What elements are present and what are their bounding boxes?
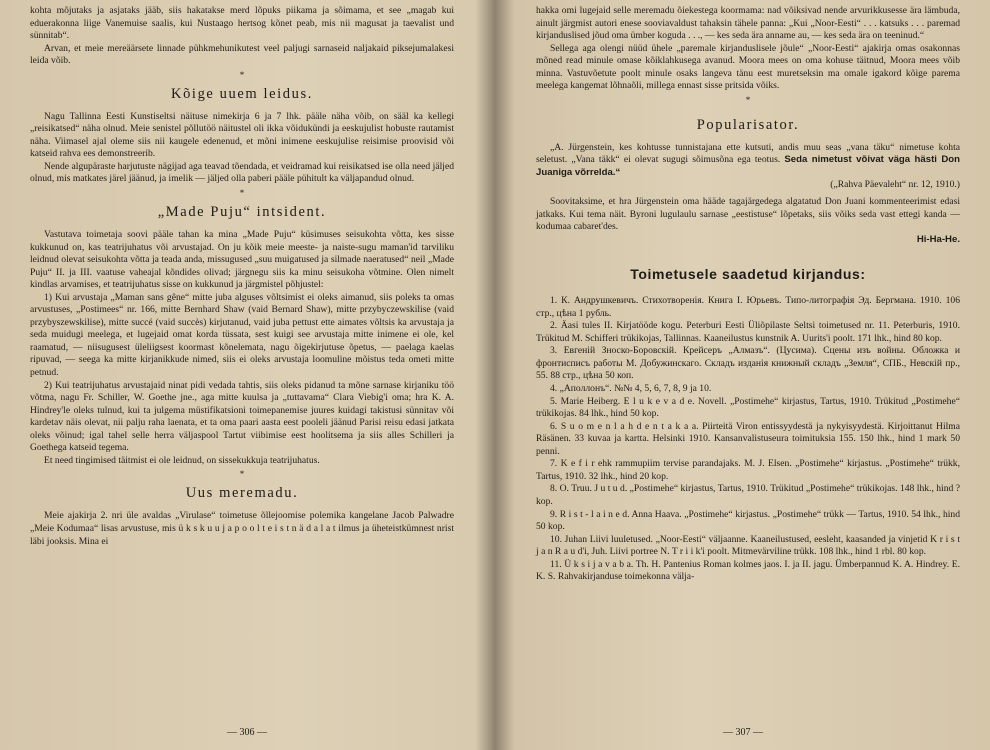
popularisator-source: („Rahva Päevaleht“ nr. 12, 1910.) [830,179,960,191]
right-intro-paragraph-2: Sellega aga olengi nüüd ühele „paremale kirjanduslisele jõule“ „Noor-Eesti“ ajakirja omas osakonnas mõned read minule omase kõiklahkusega avanud. Moora mees on oma kohuse täitnud, Moora mees võib minna. Vastuvõetute poolt minule osaks langeva tänu eest muretseksin ma omale igakord kõige parema meelega kangemat lõhnaõli, millega ennast sisse pritsida võiks. [536,42,960,92]
section-divider-star: * [239,69,245,80]
popularisator-bold-sentence: Seda nimetust võivat väga hästi Don Juaniga võrrelda.“ [536,154,961,178]
section1-paragraph-1: Nagu Tallinna Eesti Kunstiseltsi näituse nimekirja 6 ja 7 lhk. pääle näha võib, on sääl ka kellegi „reisikatsed“ näha olnud. Meie senistel põllutöö näitustel oli ikka võidukündi ja eeskujulist hobuste rautamist näha. Viimasel ajal oleme siis nii kaugele edenenud, et mõni inimene eeskujulise reisimise proovisid või katseid rahva ees demonstreerib. [30,110,454,160]
left-intro-paragraph-1: kohta mõjutaks ja asjataks jääb, siis hakatakse merd lõpuks piikama ja sõimama, et see „magab kui eduerakonna liige Vanemuise saalis, kui Nustaago hertsog kõnet peab, mis nii magusat ja taevalist und sünnitab“. [30,5,454,42]
section-title-made-puju: „Made Puju“ intsident. [157,204,327,221]
list-item: 4. „Аполлонъ“. №№ 4, 5, 6, 7, 8, 9 ja 10. [550,383,712,395]
left-intro-paragraph-2: Arvan, et meie mereäärsete linnade pühkmehunikutest veel paljugi sarnaseid naljakaid piksejumalakesi leida võib. [30,42,454,67]
section-title-popularisator: Popularisator. [696,116,800,133]
popularisator-paragraph-2: Soovitaksime, et hra Jürgenstein oma hääde tagajärgedega algatatud Don Juani kommenteerimist edasi jatkaks. Kui tema näit. Byroni lugulaulu sarnase „eestistuse“ lõpetaks, siis võiks seda vast ettegi kanda — kodumaa cabaret'des. [536,196,960,233]
section-divider-star: * [239,469,245,480]
section2-paragraph-3: 2) Kui teatrijuhatus arvustajaid ninat pidi vedada tahtis, siis oleks pidanud ta mõne sarnase kirjaniku töö võtma, nagu Fr. Schiller, W. Goethe jne., aga mitte kuulsa ja „tuttavama“ Clara Viebig'i oma; hra K. A. Hindrey'le oleks tulnud, kui ta julgema müstifikatsioni toimepanemise juures kuidagi takistusi sünnitav või kardetav näis olevat, nii palju raha laenata, et ta oma paari aasta eest pooleli jäänud Parisi reisu edasi jatkata oleks võinud; igal tahel selle herra väljaspool Tartut viibimise eest hoolitsema ja siis alles Schilleri ja Goethega katseid tegema. [30,379,454,454]
popularisator-quote: „A. Jürgenstein, kes kohtusse tunnistajana ette kutsuti, andis muu seas „vana täku“ nimetuse kohta seletust. „Vana täkk“ ei olevat sugugi sõimusõna ega teotus. Seda nimetust võivat väga hästi Don Juaniga võrrelda.“ [536,141,961,178]
list-item: 2. Äasi tules II. Kirjatööde kogu. Peterburi Eesti Üliõpilaste Seltsi toimetused nr. 11. Peterburis, 1910. Trükitud M. Schifferi trükikojas, Tallinnas. Kaaneilustus kunstnik A. Uurits'i poolt. 171 lhk., hind 80 kop. [536,320,960,344]
list-item: 5. Marie Heiberg. E l u k e v a d e. Novell. „Postimehe“ kirjastus, Tartus, 1910. Trükitud „Postimehe“ trükikojas. 84 lhk., hind 50 kop. [536,395,960,420]
page-number-right: — 307 — [723,727,763,739]
page-number-left: — 306 — [227,727,267,739]
section1-paragraph-2: Nende algupäraste harjutuste nägijad aga teavad tõendada, et veidramad kui reisikatsed ise olla need jäljed olnud, mis matkates järel jäänud, ja imelik — jäljed olla paberi pääle pühitult ka väljapandud olnud. [30,160,454,185]
section2-paragraph-4: Et need tingimised täitmist ei ole leidnud, on sissekukkuja teatrijuhatus. [44,454,320,466]
left-page [0,0,494,750]
list-item: 8. O. Truu. J u t u d. „Postimehe“ kirjastus, Tartus, 1910. Trükitud „Postimehe“ trükikojas. 148 lhk., hind ? kop. [536,483,960,507]
right-page [496,0,990,750]
section2-paragraph-1: Vastutava toimetaja soovi pääle tahan ka mina „Made Puju“ küsimuses seisukohta võtta, kes sisse kukkunud on, kas teatrijuhatus või arvustajad. On ju kõik meie meeste- ja naiste-sugu maman'id tarviliku leidnud olevat seisukohta võtta ja teada anda, missugused „suu muigatused ja silmade naeratused“ neil „Made Puju“ II. ja III. vaatuse vaheajal kõndides olivad; järgnegu siis ka minu seisukoha võtmine. Olen nimelt kindlas arvamises, et teatrijuhatus sisse on kukkunud ja järgmistel põhjustel: [30,229,454,291]
list-item: 6. S u o m e n l a h d e n t a k a a. Piirteitä Viron entissyydestä ja nykyisyydestä. Kirjoittanut Hilma Räsänen. 33 kuvaa ja kartta. Helsinki 1910. Kansanvalistuseura toimituksia 155. 150 lhk., hind 1 mark 50 penni. [536,420,960,457]
section-divider-star: * [745,94,751,105]
list-item: 7. K e f i r ehk rammupiim tervise parandajaks. M. J. Elsen. „Postimehe“ kirjastus. „Postimehe“ trükk, Tartus, 1910. 32 lhk., hind 20 kop. [536,458,960,482]
signature: Hi-Ha-He. [916,233,960,245]
list-item: 11. Ü k s i j a v a b a. Th. H. Pantenius Roman kolmes jaos. I. ja II. jagu. Ümberpannud K. A. Hindrey. E. K. S. Rahvakirjanduse toimekonna välja- [536,558,960,583]
section-title-koige-uuem-leidus: Kõige uuem leidus. [171,85,313,102]
list-item: 10. Juhan Liivi luuletused. „Noor-Eesti“ väljaanne. Kaaneilustused, eesleht, kaasanded ja vinjetid K r i s t j a n R a u d'i, Juh. Liivi portree N. T r i i k'i poolt. Mitmevärviline trükk. 108 lhk., hind 1 rbl. 80 kop. [536,533,960,558]
section-title-toimetusele-saadetud: Toimetusele saadetud kirjandus: [630,266,866,283]
list-item: 1. К. Андрушкевичъ. Стихотворенiя. Книга I. Юрьевъ. Типо-литографiя Эд. Бергмана. 1910. 106 стр., цѣна 1 рубль. [536,295,960,319]
section-divider-star: * [239,188,245,199]
list-item: 3. Евгенiй Зноско-Боровскiй. Крейсеръ „Алмазъ“. (Цусима). Сцены изъ войны. Обложка и фронтисписъ работы М. Добужинскаго. Складъ изданiя книжный складъ „Земля“, СПБ., Невскiй пр., 55. 88 стр., цѣна 50 коп. [536,345,960,382]
section3-paragraph-1: Meie ajakirja 2. nri üle avaldas „Virulase“ toimetuse õllejoomise polemika kangelane Jacob Palwadre „Meie Kodumaa“ lisas arvustuse, mis ü k s k u u j a p o o l t e i s t n ä d a l a t ilmus ja üheteistkümnest nrist läbi jooksis. Mina ei [30,510,454,547]
right-intro-paragraph-1: hakka omi lugejaid selle meremadu õiekestega koormama: nad võiksivad nende arvurikkusesse ära lämbuda, ainult järgmist autori enese sooviavaldust tahaksin tähele panna: „Kui „Noor-Eesti“ . . . katsuks . . . paremad kirjanduslised jõud oma ümber koguda . . ., — kes seda ära anname au, — kes seda ära on teeninud.“ [536,5,960,42]
section-title-uus-meremadu: Uus meremadu. [185,485,299,502]
section2-paragraph-2: 1) Kui arvustaja „Maman sans gêne“ mitte juba alguses võltsimist ei oleks aimanud, siis poleks ta omas arvustuses, „Postimees“ nr. 166, mitte Bernhard Shaw (vaid Bernard Shaw), mitte przybyczewskilise (vaid przybyszewskilise), mitte succé (vaid succès) kirjutanud, vaid juba pettust ette aimates võltsis ka arvustaja ja seda muidugi meelega, et lugejaid omat korda tüssata, sest kuigi see arvustaja mitte inimene ei ole, kel raamatud, — niisugusest üleliigsest koormast kõnelemata, nagu õigekirjutuse õpetus, — paelaga kaelas ripuvad, — seega ka mitte kirjanikkude nimed, siis ei oleks arvustaja loomuline mõistus teda ometi mitte petnud. [30,291,454,379]
list-item: 9. R i s t - l a i n e d. Anna Haava. „Postimehe“ kirjastus. „Postimehe“ trükk — Tartus, 1910. 54 lhk., hind 50 kop. [536,508,960,533]
